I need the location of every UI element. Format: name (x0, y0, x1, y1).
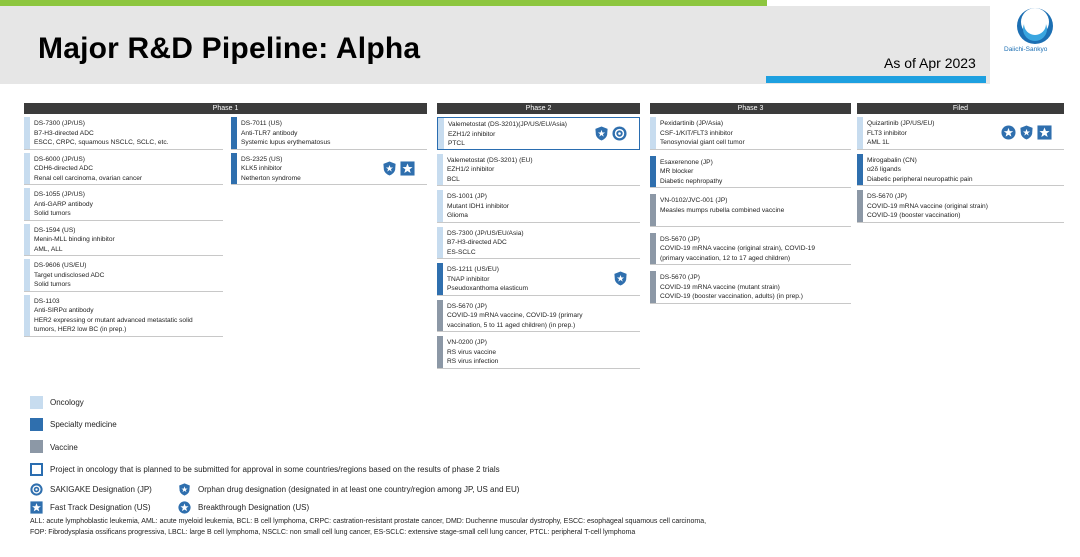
card-detail: Tenosynovial giant cell tumor (660, 139, 745, 146)
footnote-line-1: ALL: acute lymphoblastic leukemia, AML: acute myeloid leukemia, BCL: B cell lymphoma, CRPC: castration-resistant prostate cancer, DMD: Duchenne muscular dystrophy, ESCC: esophageal squamous cell carcinoma, (30, 518, 707, 525)
category-bar (24, 295, 30, 336)
category-bar (438, 118, 444, 149)
pipeline-card (231, 117, 427, 150)
breakthrough-icon (178, 501, 191, 514)
card-detail: α2δ ligands (867, 166, 901, 173)
pipeline-card (24, 295, 223, 337)
card-detail: EZH1/2 inhibitor (448, 130, 496, 138)
card-detail: (primary vaccination, 12 to 17 aged children) (660, 254, 791, 262)
fast-track-icon (1037, 125, 1052, 140)
legend-label-vaccine: Vaccine (50, 443, 78, 452)
card-compound: DS-5670 (JP) (660, 235, 700, 243)
card-detail: Anti-TLR7 antibody (241, 129, 298, 137)
pipeline-card (437, 190, 640, 223)
page-title: Major R&D Pipeline: Alpha (38, 32, 421, 65)
legend-label-oncology: Oncology (50, 398, 84, 407)
card-detail: PTCL (448, 140, 465, 147)
card-detail: Glioma (447, 212, 468, 219)
card-detail: AML 1L (867, 139, 890, 146)
card-detail: Measles mumps rubella combined vaccine (660, 206, 785, 214)
category-bar (650, 271, 656, 303)
card-detail: Solid tumors (34, 281, 71, 288)
card-detail: COVID-19 mRNA vaccine, COVID-19 (primary (447, 312, 583, 319)
category-bar (437, 154, 443, 186)
pipeline-card (437, 336, 640, 369)
orphan-drug-icon (594, 126, 609, 141)
pipeline-card (437, 263, 640, 296)
breakthrough-icon (1001, 125, 1016, 140)
card-detail: COVID-19 mRNA vaccine (original strain), COVID-19 (660, 245, 815, 252)
category-bar (24, 259, 30, 291)
card-compound: DS-1055 (JP/US) (34, 191, 85, 198)
logo-text: Daiichi-Sankyo (1004, 46, 1048, 53)
card-compound: DS-5670 (JP) (867, 193, 907, 200)
card-detail: Anti-SIRPα antibody (34, 307, 94, 314)
card-compound: Valemetostat (DS-3201) (EU) (447, 156, 533, 164)
pipeline-card (437, 117, 640, 150)
legend-label-outlined: Project in oncology that is planned to be submitted for approval in some countries/regions based on the results of phase 2 trials (50, 465, 500, 474)
card-compound: DS-1001 (JP) (447, 193, 487, 200)
category-bar (24, 188, 30, 220)
card-compound: DS-7011 (US) (241, 120, 282, 127)
company-logo-icon (1008, 6, 1062, 62)
category-bar (24, 117, 30, 149)
card-detail: RS virus vaccine (447, 348, 497, 356)
orphan-drug-icon (1019, 125, 1034, 140)
card-detail: Renal cell carcinoma, ovarian cancer (34, 174, 143, 182)
card-detail: CSF-1/KIT/FLT3 inhibitor (660, 129, 733, 137)
legend-label-fasttrack: Fast Track Designation (US) (50, 503, 151, 512)
pipeline-card (650, 156, 851, 189)
card-detail: Target undisclosed ADC (34, 271, 105, 279)
card-detail: Diabetic nephropathy (660, 177, 723, 185)
card-compound: DS-6000 (JP/US) (34, 155, 85, 163)
card-detail: COVID-19 mRNA vaccine (original strain) (867, 202, 988, 210)
card-detail: CDH6-directed ADC (34, 165, 93, 172)
card-detail: RS virus infection (447, 358, 499, 365)
pipeline-card (650, 117, 851, 150)
card-detail: Netherton syndrome (241, 174, 301, 182)
category-bar (24, 224, 30, 256)
card-detail: tumors, HER2 low BC (in prep.) (34, 326, 127, 333)
category-bar (650, 233, 656, 265)
card-detail: Solid tumors (34, 210, 71, 217)
fast-track-icon (30, 501, 43, 514)
phase-header-phase2: Phase 2 (437, 103, 640, 114)
legend-swatch-vaccine (30, 440, 43, 453)
card-compound: DS-5670 (JP) (447, 302, 487, 310)
card-detail: HER2 expressing or mutant advanced metastatic solid (34, 316, 193, 324)
card-compound: DS-5670 (JP) (660, 274, 700, 281)
card-detail: B7-H3-directed ADC (447, 239, 507, 246)
pipeline-card (437, 154, 640, 187)
card-detail: B7-H3-directed ADC (34, 129, 94, 137)
pipeline-card (231, 153, 427, 186)
legend-label-breakthrough: Breakthrough Designation (US) (198, 503, 310, 512)
pipeline-card (437, 227, 640, 260)
card-compound: DS-1594 (US) (34, 226, 76, 234)
pipeline-card (24, 224, 223, 257)
pipeline-card (857, 190, 1064, 223)
card-detail: TNAP inhibitor (447, 275, 490, 283)
card-detail: COVID-19 (booster vaccination, adults) (in prep.) (660, 293, 803, 300)
card-compound: Pexidartinib (JP/Asia) (660, 120, 724, 127)
legend-swatch-specialty (30, 418, 43, 431)
card-detail: Systemic lupus erythematosus (241, 139, 331, 146)
pipeline-card (24, 259, 223, 292)
sakigake-icon (612, 126, 627, 141)
pipeline-card (24, 117, 223, 150)
category-bar (650, 156, 656, 188)
card-compound: Mirogabalin (CN) (867, 156, 917, 164)
pipeline-card (650, 271, 851, 304)
category-bar (437, 336, 443, 368)
card-compound: DS-1103 (34, 297, 60, 305)
phase-header-filed: Filed (857, 103, 1064, 114)
category-bar (437, 227, 443, 259)
footnote-line-2: FOP: Fibrodysplasia ossificans progressiva, LBCL: large B cell lymphoma, NSCLC: non small cell lung cancer, ES-SCLC: extensive stage-small cell lung cancer, PTCL: peripheral T-cell lymphoma (30, 529, 636, 536)
card-detail: vaccination, 5 to 11 aged children) (in prep.) (447, 321, 576, 329)
category-bar (231, 117, 237, 149)
card-detail: ES-SCLC (447, 248, 476, 256)
phase-header-phase1: Phase 1 (24, 103, 427, 114)
pipeline-card (437, 300, 640, 333)
category-bar (650, 117, 656, 149)
card-detail: ESCC, CRPC, squamous NSCLC, SCLC, etc. (34, 139, 169, 146)
legend-swatch-oncology (30, 396, 43, 409)
category-bar (857, 117, 863, 149)
card-detail: MR blocker (660, 168, 694, 175)
pipeline-card (857, 117, 1064, 150)
card-detail: FLT3 inhibitor (867, 129, 907, 137)
category-bar (857, 154, 863, 186)
card-detail: COVID-19 (booster vaccination) (867, 212, 961, 219)
card-detail: Menin-MLL binding inhibitor (34, 236, 115, 243)
card-compound: VN-0200 (JP) (447, 339, 487, 346)
legend-label-sakigake: SAKIGAKE Designation (JP) (50, 485, 152, 494)
card-detail: KLK5 inhibitor (241, 165, 283, 172)
card-compound: VN-0102/JVC-001 (JP) (660, 197, 728, 204)
category-bar (437, 263, 443, 295)
phase-header-phase3: Phase 3 (650, 103, 851, 114)
card-detail: EZH1/2 inhibitor (447, 166, 495, 173)
pipeline-card (857, 154, 1064, 187)
card-detail: Mutant IDH1 inhibitor (447, 202, 509, 210)
card-detail: Pseudoxanthoma elasticum (447, 285, 529, 292)
card-compound: DS-7300 (JP/US) (34, 120, 85, 127)
card-detail: COVID-19 mRNA vaccine (mutant strain) (660, 283, 780, 291)
card-detail: BCL (447, 175, 460, 183)
card-compound: Valemetostat (DS-3201)(JP/US/EU/Asia) (448, 121, 567, 128)
sakigake-icon (30, 483, 43, 496)
as-of-date: As of Apr 2023 (884, 55, 976, 71)
card-compound: DS-2325 (US) (241, 155, 283, 163)
category-bar (231, 153, 237, 185)
orphan-drug-icon (613, 271, 628, 286)
card-detail: Diabetic peripheral neuropathic pain (867, 175, 973, 183)
category-bar (24, 153, 30, 185)
card-compound: Quizartinib (JP/US/EU) (867, 120, 935, 127)
orphan-drug-icon (382, 161, 397, 176)
card-detail: Anti-GARP antibody (34, 200, 93, 208)
category-bar (857, 190, 863, 222)
card-compound: DS-1211 (US/EU) (447, 266, 499, 273)
fast-track-icon (400, 161, 415, 176)
category-bar (650, 194, 656, 226)
category-bar (437, 190, 443, 222)
header-blue-strip (766, 76, 986, 83)
category-bar (437, 300, 443, 332)
card-compound: DS-9606 (US/EU) (34, 262, 87, 269)
card-detail: AML, ALL (34, 245, 63, 253)
pipeline-card (650, 194, 851, 227)
pipeline-card (24, 188, 223, 221)
card-compound: DS-7300 (JP/US/EU/Asia) (447, 229, 524, 237)
legend-label-specialty: Specialty medicine (50, 420, 117, 429)
pipeline-card (650, 233, 851, 266)
legend-swatch-outlined (30, 463, 43, 476)
legend-label-orphan: Orphan drug designation (designated in at least one country/region among JP, US and EU) (198, 485, 520, 494)
pipeline-card (24, 153, 223, 186)
card-compound: Esaxerenone (JP) (660, 158, 713, 166)
orphan-drug-icon (178, 483, 191, 496)
